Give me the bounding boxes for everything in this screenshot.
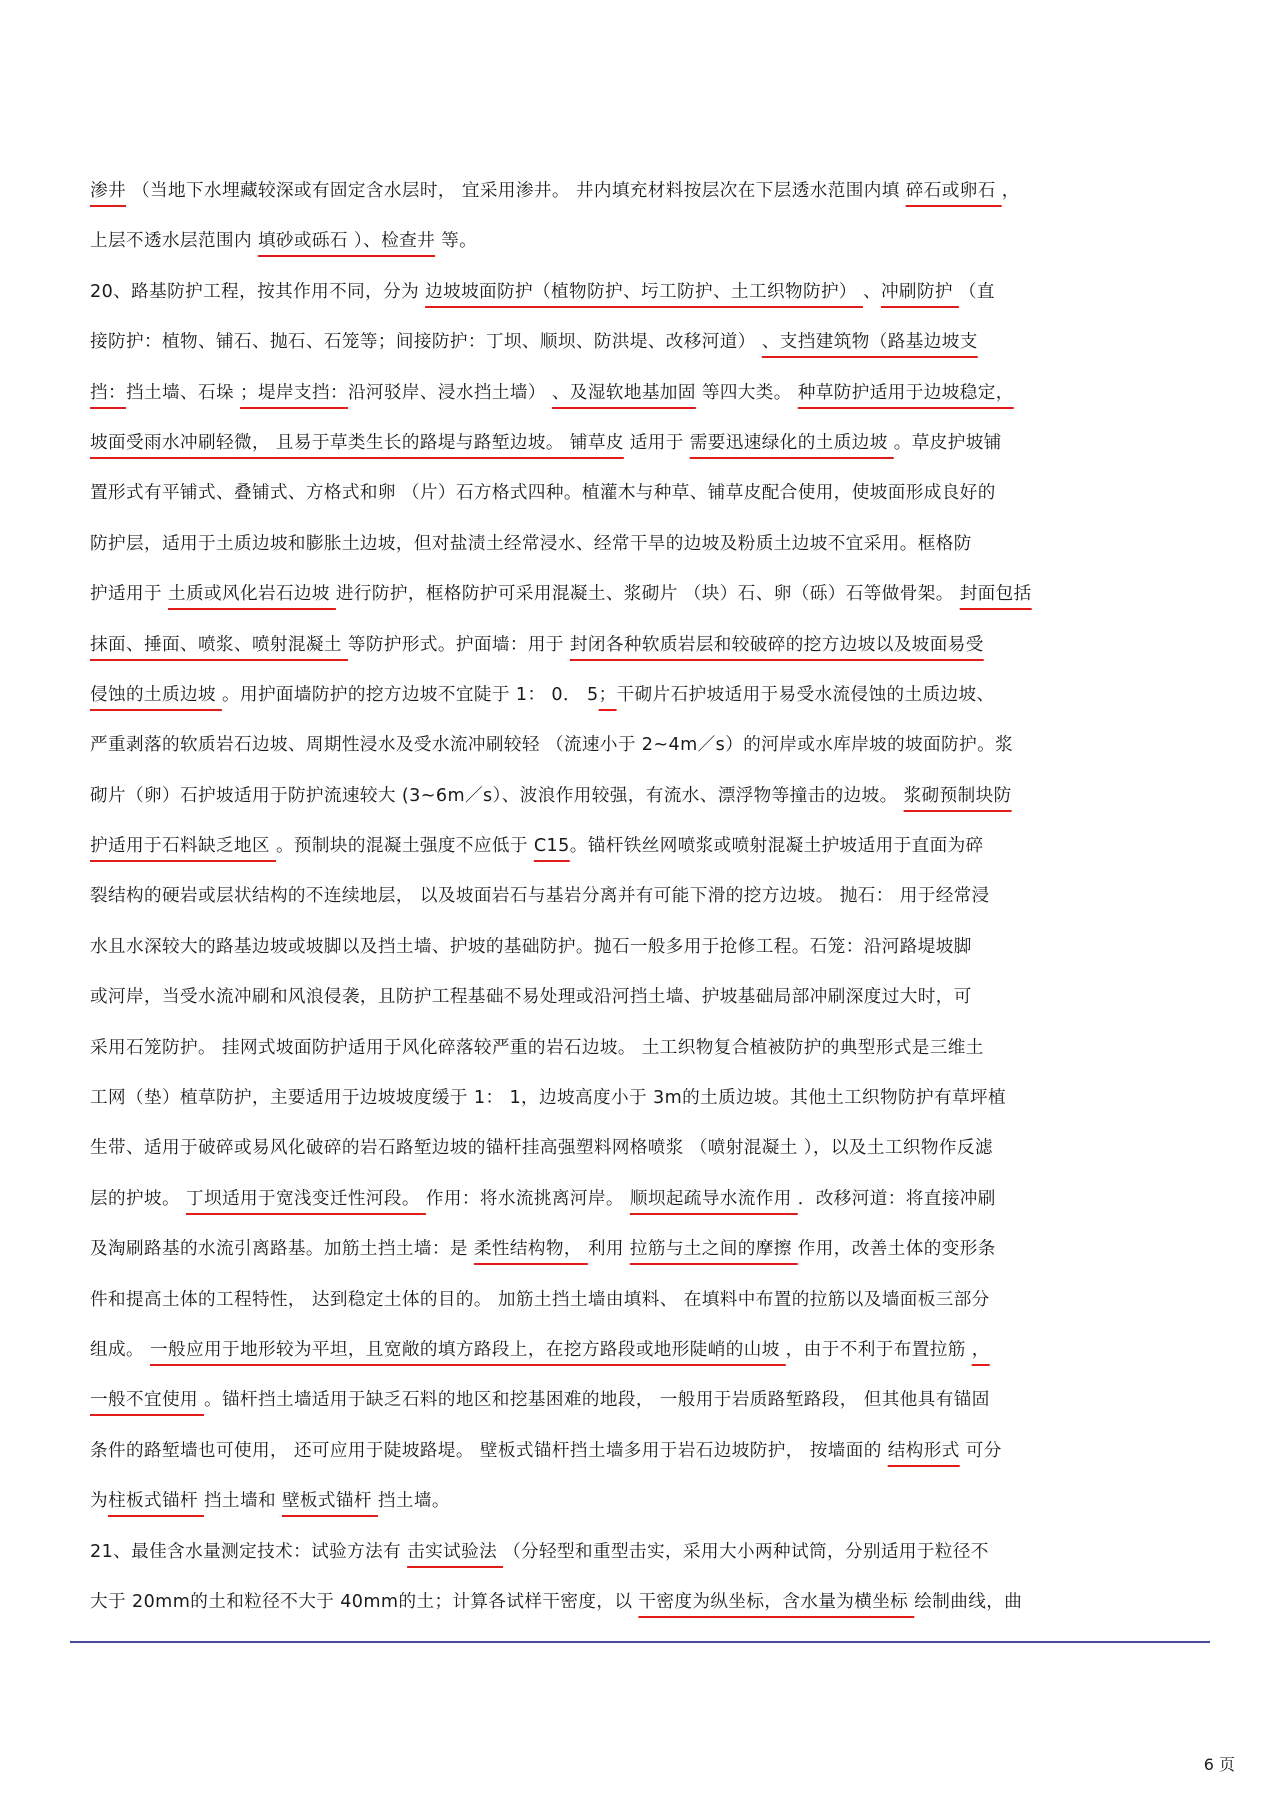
text-run: 严重剥落的软质岩石边坡、周期性浸水及受水流冲刷较轻 （流速小于 2~4m／s）的河岸或水库岸坡的坡面防护。浆 [90,735,1014,756]
text-run: 条件的路堑墙也可使用， 还可应用于陡坡路堤。 壁板式锚杆挡土墙多用于岩石边坡防护， 按墙面的 [90,1440,888,1461]
text-run: 挡土墙和 [203,1491,282,1512]
text-line [90,368,1200,418]
underlined-answer: 侵蚀的土质边坡 [90,684,222,705]
underlined-answer: 铺草皮 [569,432,624,453]
underlined-answer: 柱板式锚杆 [108,1491,204,1512]
text-run: 大于 20mm的土和粒径不大于 40mm的土；计算各试样干密度，以 [90,1591,639,1612]
underlined-answer: 挡： [90,382,126,403]
underlined-answer: 封面包括 [959,584,1032,605]
text-line [90,1023,1200,1073]
text-run: 及淘刷路基的水流引离路基。加筋土挡土墙：是 [90,1239,474,1260]
text-line [90,267,1200,317]
underlined-answer: ；堤岸支挡： [239,382,348,403]
text-run: 20、路基防护工程，按其作用不同，分为 [90,281,426,302]
text-run: 组成。 [90,1339,150,1360]
text-run: 。草皮护坡铺 [893,432,1002,453]
underlined-answer: C15 [533,836,570,857]
underlined-answer: 护适用于石料缺乏地区 [90,836,276,857]
underlined-answer: 需要迅速绿化的土质边坡 [689,432,894,453]
text-line [90,871,1200,921]
text-line [90,1325,1200,1375]
underlined-answer: 、及湿软地基加固 [551,382,696,403]
text-line [90,166,1200,216]
text-line [90,1527,1200,1577]
text-run: 采用石笼防护。 挂网式坡面防护适用于风化碎落较严重的岩石边坡。 土工织物复合植被防护的典型形式是三维土 [90,1037,984,1058]
text-run: 。用护面墙防护的挖方边坡不宜陡于 1： 0． 5 [221,684,599,705]
underlined-answer: 、支挡建筑物（路基边坡支 [761,332,978,353]
underlined-answer: ； [598,684,617,705]
text-run: 护适用于 [90,584,168,605]
underlined-answer: 壁板式锚杆 [281,1491,378,1512]
underlined-answer: 土质或风化岩石边坡 [167,584,336,605]
text-run: 干砌片石护坡适用于易受水流侵蚀的土质边坡、 [616,684,995,705]
underlined-answer: 丁坝适用于宽浅变迁性河段。 [185,1188,426,1209]
text-line [90,821,1200,871]
text-run: 等。 [435,231,478,252]
text-run: 作用，改善土体的变形条 [797,1239,996,1260]
text-run: 等防护形式。护面墙：用于 [347,634,570,655]
text-line [90,216,1200,266]
underlined-answer: ， [971,1339,990,1360]
underlined-answer: 击实试验法 [407,1541,504,1562]
text-run: （当地下水埋藏较深或有固定含水层时， 宜采用渗井。 井内填充材料按层次在下层透水范围内填 [126,181,906,201]
text-line [90,922,1200,972]
text-run: 。锚杆铁丝网喷浆或喷射混凝土护坡适用于直面为碎 [569,836,984,857]
underlined-answer: 坡面受雨水冲刷轻微， 且易于草类生长的路堤与路堑边坡。 [90,432,570,453]
text-run: 为 [90,1491,108,1512]
text-line [90,771,1200,821]
text-line [90,1476,1200,1526]
text-line [90,670,1200,720]
text-line [90,468,1200,518]
text-line [90,1073,1200,1123]
text-run: 绘制曲线，曲 [914,1591,1023,1612]
text-run: ．改移河道：将直接冲刷 [797,1188,996,1209]
text-line [90,1174,1200,1224]
text-run: 件和提高土体的工程特性， 达到稳定土体的目的。 加筋土挡土墙由填料、 在填料中布置的拉筋以及墙面板三部分 [90,1289,990,1310]
footer-rule [70,1641,1210,1643]
text-line [90,1426,1200,1476]
underlined-answer: 浆砌预制块防 [903,785,1012,806]
text-line [90,972,1200,1022]
text-run: ，由于不利于布置拉筋 [785,1339,972,1360]
text-run: 生带、适用于破碎或易风化破碎的岩石路堑边坡的锚杆挂高强塑料网格喷浆 （喷射混凝土 ），以及土工织物作反滤 [90,1138,993,1159]
text-run: 工网（垫）植草防护，主要适用于边坡坡度缓于 1： 1，边坡高度小于 3m的土质边坡。其他土工织物防护有草坪植 [90,1088,1007,1109]
underlined-answer: 碎石或卵石 [905,181,1002,201]
text-run: 防护层，适用于土质边坡和膨胀土边坡，但对盐渍土经常浸水、经常干旱的边坡及粉质土边坡不宜采用。框格防 [90,533,972,554]
text-line [90,1275,1200,1325]
text-line [90,720,1200,770]
text-run: 。锚杆挡土墙适用于缺乏石料的地区和挖基困难的地段， 一般用于岩质路堑路段， 但其他具有锚固 [203,1390,990,1411]
text-line [90,1375,1200,1425]
underlined-answer: 干密度为纵坐标，含水量为横坐标 [638,1591,915,1612]
text-run: 适用于 [623,432,690,453]
text-run: 沿河驳岸、浸水挡土墙） [347,382,552,403]
underlined-answer: 顺坝起疏导水流作用 [629,1188,798,1209]
text-run: （分轻型和重型击实，采用大小两种试筒，分别适用于粒径不 [503,1541,989,1562]
underlined-answer: 冲刷防护 [880,281,959,302]
text-run: 挡土墙、石垛 [126,382,240,403]
text-run: 接防护：植物、铺石、抛石、石笼等；间接防护：丁坝、顺坝、防洪堤、改移河道） [90,332,762,353]
underlined-answer: 拉筋与土之间的摩擦 [629,1239,798,1260]
underlined-answer: 种草防护适用于边坡稳定， [797,382,1014,403]
text-run: 水且水深较大的路基边坡或坡脚以及挡土墙、护坡的基础防护。抛石一般多用于抢修工程。石笼：沿河路堤坡脚 [90,936,972,957]
underlined-answer: 一般应用于地形较为平坦，且宽敞的填方路段上，在挖方路段或地形陡峭的山坡 [149,1339,786,1360]
text-run: （直 [958,281,995,302]
text-line [90,519,1200,569]
text-line [90,1577,1200,1627]
text-run: 利用 [587,1239,630,1260]
text-run: 可分 [959,1440,1002,1461]
text-line [90,418,1200,468]
text-run: 作用：将水流挑离河岸。 [425,1188,630,1209]
underlined-answer: 柔性结构物， [473,1239,588,1260]
underlined-answer: 边坡坡面防护（植物防护、圬工防护、土工织物防护） [425,281,863,302]
text-run: 进行防护，框格防护可采用混凝土、浆砌片 （块）石、卵（砾）石等做骨架。 [335,584,960,605]
underlined-answer: 渗井 [90,181,126,201]
text-run: 或河岸，当受水流冲刷和风浪侵袭，且防护工程基础不易处理或沿河挡土墙、护坡基础局部冲刷深度过大时，可 [90,987,972,1008]
text-run: 、 [862,281,881,302]
text-run: 21、最佳含水量测定技术：试验方法有 [90,1541,408,1562]
page-number: 6 页 [1203,1755,1235,1774]
text-line [90,569,1200,619]
text-run: 上层不透水层范围内 [90,231,258,252]
text-line [90,1123,1200,1173]
underlined-answer: 抹面、捶面、喷浆、喷射混凝土 [90,634,348,655]
text-run: ， [1001,181,1020,201]
text-line [90,620,1200,670]
underlined-answer: 结构形式 [887,1440,960,1461]
text-line [90,317,1200,367]
text-run: 置形式有平铺式、叠铺式、方格式和卵 （片）石方格式四种。植灌木与种草、铺草皮配合使用，使坡面形成良好的 [90,483,996,504]
text-run: 挡土墙。 [377,1491,450,1512]
text-run: 裂结构的硬岩或层状结构的不连续地层， 以及坡面岩石与基岩分离并有可能下滑的挖方边坡。 抛石： 用于经常浸 [90,886,990,907]
underlined-answer: 封闭各种软质岩层和较破碎的挖方边坡以及坡面易受 [569,634,984,655]
text-run: 等四大类。 [695,382,798,403]
text-run: 层的护坡。 [90,1188,186,1209]
text-run: 。预制块的混凝土强度不应低于 [275,836,534,857]
document-body [90,166,1200,1627]
underlined-answer: 填砂或砾石 ）、检查井 [257,231,436,252]
text-run: 砌片（卵）石护坡适用于防护流速较大 (3~6m／s）、波浪作用较强，有流水、漂浮物等撞击的边坡。 [90,785,904,806]
text-line [90,1224,1200,1274]
underlined-answer: 一般不宜使用 [90,1390,204,1411]
